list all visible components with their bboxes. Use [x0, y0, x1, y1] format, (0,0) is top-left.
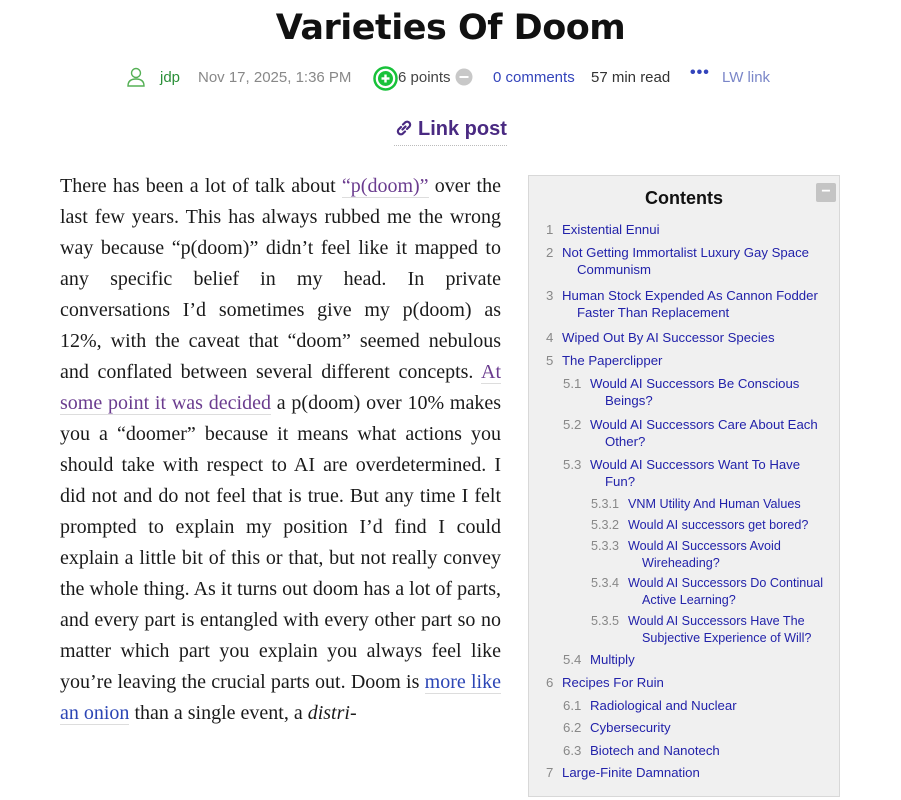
body-text-4: than a single event, a	[129, 702, 308, 724]
link-post-button[interactable]	[394, 118, 507, 146]
toc-item[interactable]: 3 Human Stock Expended As Cannon Fodder Faster Than Replacement	[546, 288, 818, 320]
post-meta	[0, 64, 901, 92]
decided-link[interactable]: At some point it was decided	[60, 361, 501, 414]
toc-item[interactable]: 6.3 Biotech and Nanotech	[563, 743, 720, 758]
post-date: Nov 17, 2025, 1:36 PM	[198, 69, 352, 86]
toc-item[interactable]: 5.2 Would AI Successors Care About Each Other?	[563, 417, 818, 449]
toc-item[interactable]: 5.3.1 VNM Utility And Human Values	[591, 497, 801, 511]
toc-item[interactable]: 5.3.5 Would AI Successors Have The Subjective Experience of Will?	[591, 614, 812, 645]
toc-item[interactable]: 7 Large-Finite Damnation	[546, 765, 700, 780]
toc-item[interactable]: 4 Wiped Out By AI Successor Species	[546, 330, 775, 345]
body-text-2: over the last few years. This has always rubbed me the wrong way because “p(doom)” didn’t feel like it mapped to any specific belief in my head. In private conversations I’d sometimes give my p(doom) as 12%, with the caveat that “doom” seemed nebulous and conflated between several different concepts.	[60, 175, 501, 383]
body-text-5: distri-	[307, 702, 357, 724]
post-body	[60, 171, 501, 729]
toc-item[interactable]: 1 Existential Ennui	[546, 222, 660, 237]
upvote-plus-circle-icon[interactable]	[373, 66, 398, 95]
lw-link[interactable]: LW link	[722, 69, 771, 86]
toc-item[interactable]: 5.3.3 Would AI Successors Avoid Wireheading?	[591, 539, 781, 570]
p-doom-link[interactable]: “p(doom)”	[341, 175, 429, 197]
author-link[interactable]: jdp	[160, 69, 181, 86]
link-post-label: Link post	[418, 118, 507, 140]
toc-item[interactable]: 5.1 Would AI Successors Be Conscious Beings?	[563, 376, 800, 408]
read-time: 57 min read	[591, 69, 671, 86]
toc-item[interactable]: 6 Recipes For Ruin	[546, 675, 664, 690]
karma-points: 6 points	[398, 69, 451, 86]
body-text-3: a p(doom) over 10% makes you a “doomer” because it means what actions you should take with respect to AI are overdetermined. I did not and do not feel that is true. But any time I felt prompted to explain my position I’d find I could explain a little bit of this or that, but not really convey the whole thing. As it turns out doom has a lot of parts, and every part is entangled with every other part so no matter which part you explain you always feel like you’re leaving the crucial parts out. Doom is	[60, 392, 502, 693]
body-text-1: There has been a lot of talk about	[60, 175, 342, 197]
toc-item[interactable]: 6.1 Radiological and Nuclear	[563, 698, 737, 713]
comments-link[interactable]: 0 comments	[493, 69, 575, 86]
table-of-contents	[528, 175, 840, 797]
onion-link[interactable]: more like an onion	[60, 671, 501, 724]
toc-item[interactable]: 2 Not Getting Immortalist Luxury Gay Space Communism	[546, 245, 809, 277]
more-dots-icon[interactable]: •••	[690, 64, 710, 81]
toc-item[interactable]: 5.3.4 Would AI Successors Do Continual Active Learning?	[591, 576, 824, 607]
user-icon[interactable]	[126, 66, 146, 92]
toc-item[interactable]: 5.3 Would AI Successors Want To Have Fun?	[563, 457, 801, 489]
toc-collapse-button[interactable]: −	[816, 183, 836, 202]
toc-item[interactable]: 6.2 Cybersecurity	[563, 720, 671, 735]
downvote-minus-circle-icon[interactable]	[455, 68, 473, 90]
post-title: Varieties Of Doom	[275, 8, 626, 48]
chain-link-icon	[394, 119, 414, 143]
toc-item[interactable]: 5.3.2 Would AI successors get bored?	[591, 518, 809, 532]
toc-title: Contents	[645, 188, 723, 208]
toc-item[interactable]: 5.4 Multiply	[563, 652, 635, 667]
toc-item[interactable]: 5 The Paperclipper	[546, 353, 663, 368]
